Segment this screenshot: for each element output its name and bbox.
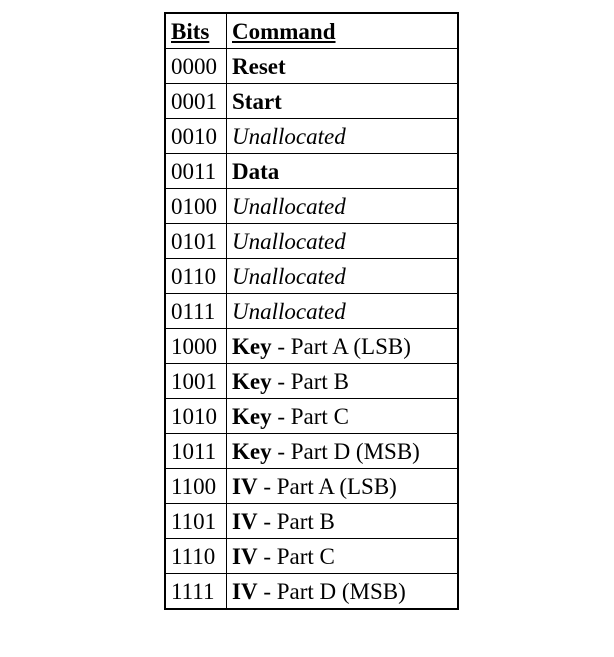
table-row [165, 294, 458, 329]
command-keyword: IV [232, 473, 258, 499]
table-row [165, 259, 458, 294]
unallocated-label: Unallocated [232, 123, 346, 149]
table-row [165, 539, 458, 574]
bits-cell: 1101 [165, 504, 227, 539]
bits-cell: 0001 [165, 84, 227, 119]
command-detail: - Part B [257, 508, 335, 534]
bits-cell: 0100 [165, 189, 227, 224]
command-cell [227, 399, 459, 434]
bits-cell: 1110 [165, 539, 227, 574]
command-keyword: Data [232, 158, 280, 184]
table-row [165, 574, 458, 610]
table-row [165, 399, 458, 434]
unallocated-label: Unallocated [232, 263, 346, 289]
command-cell [227, 224, 459, 259]
bits-cell: 0110 [165, 259, 227, 294]
command-cell [227, 294, 459, 329]
command-cell [227, 259, 459, 294]
table-row [165, 189, 458, 224]
command-cell [227, 504, 459, 539]
command-keyword: Key [232, 333, 272, 359]
command-cell [227, 574, 459, 610]
table-row [165, 364, 458, 399]
command-cell [227, 329, 459, 364]
bits-cell: 0011 [165, 154, 227, 189]
command-cell [227, 119, 459, 154]
bits-cell: 1010 [165, 399, 227, 434]
command-keyword: IV [232, 578, 258, 604]
bits-cell: 0111 [165, 294, 227, 329]
command-detail: - Part B [271, 368, 349, 394]
table-row [165, 504, 458, 539]
command-keyword: Start [232, 88, 282, 114]
unallocated-label: Unallocated [232, 228, 346, 254]
command-detail: - Part C [271, 403, 349, 429]
command-keyword: Key [232, 403, 272, 429]
command-cell [227, 469, 459, 504]
header-row [165, 13, 458, 49]
command-keyword: IV [232, 508, 258, 534]
table-row [165, 469, 458, 504]
command-cell [227, 154, 459, 189]
table-row [165, 434, 458, 469]
table-row [165, 49, 458, 84]
unallocated-label: Unallocated [232, 193, 346, 219]
command-cell [227, 189, 459, 224]
command-keyword: Key [232, 368, 272, 394]
bits-cell: 1001 [165, 364, 227, 399]
bits-cell: 1011 [165, 434, 227, 469]
bits-cell: 1000 [165, 329, 227, 364]
command-cell [227, 49, 459, 84]
table-row [165, 154, 458, 189]
command-keyword: IV [232, 543, 258, 569]
bits-cell: 0010 [165, 119, 227, 154]
command-detail: - Part A (LSB) [271, 333, 411, 359]
table-row [165, 84, 458, 119]
table-row [165, 329, 458, 364]
command-detail: - Part D (MSB) [257, 578, 406, 604]
command-detail: - Part A (LSB) [257, 473, 397, 499]
bits-cell: 0000 [165, 49, 227, 84]
command-cell [227, 84, 459, 119]
bits-column-header: Bits [165, 13, 227, 49]
table-row [165, 119, 458, 154]
command-cell [227, 539, 459, 574]
unallocated-label: Unallocated [232, 298, 346, 324]
command-cell [227, 434, 459, 469]
bits-cell: 1100 [165, 469, 227, 504]
command-table [164, 12, 459, 610]
table-row [165, 224, 458, 259]
command-detail: - Part D (MSB) [271, 438, 420, 464]
command-column-header: Command [227, 13, 459, 49]
bits-cell: 1111 [165, 574, 227, 610]
command-keyword: Reset [232, 53, 286, 79]
command-keyword: Key [232, 438, 272, 464]
command-detail: - Part C [257, 543, 335, 569]
command-cell [227, 364, 459, 399]
bits-cell: 0101 [165, 224, 227, 259]
